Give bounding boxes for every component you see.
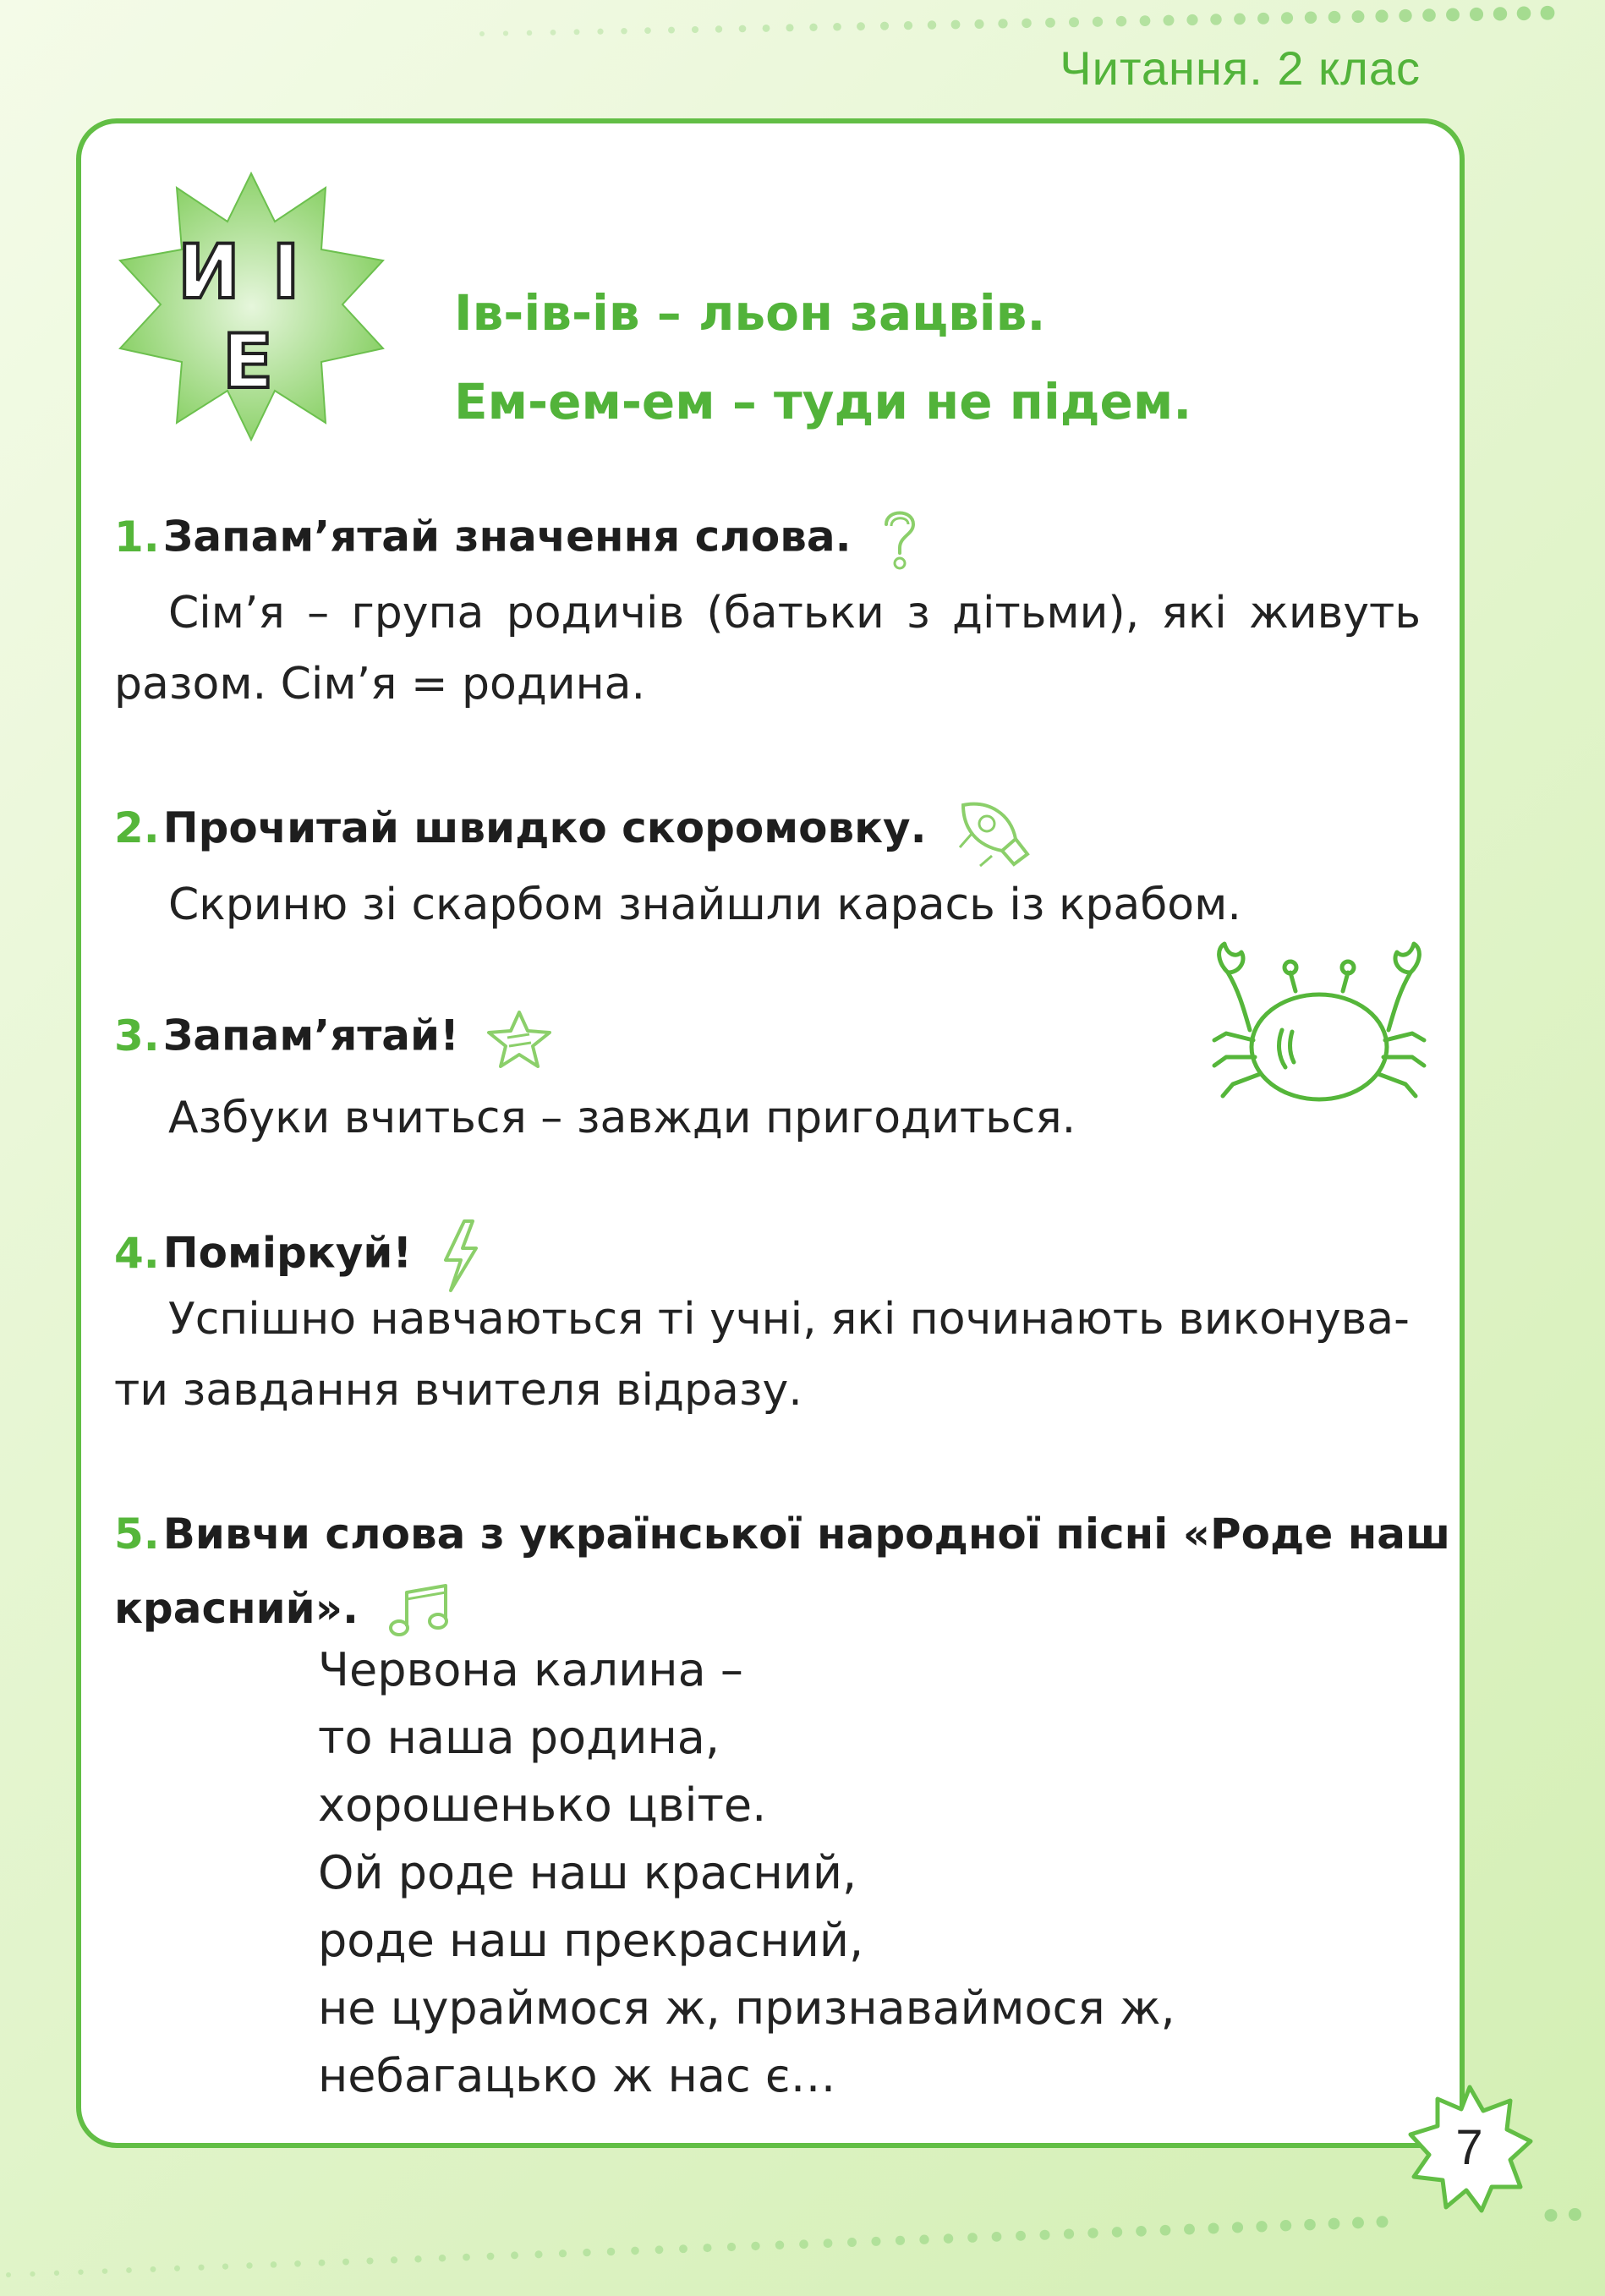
task-4-title xyxy=(114,1218,481,1294)
task-5-heading-line-1: Вивчи слова з української народної пісні «Роде наш xyxy=(162,1510,1451,1559)
crab-icon xyxy=(1209,939,1429,1116)
task-3-heading: Запам’ятай! xyxy=(162,1011,459,1060)
task-2-heading: Прочитай швидко скоромовку. xyxy=(162,803,927,852)
poem-line-1: Червона калина – xyxy=(318,1643,743,1696)
badge-letter-1: И xyxy=(178,228,240,315)
poem-line-3: хорошенько цвіте. xyxy=(318,1778,767,1832)
poem-line-7: небагацько ж нас є… xyxy=(318,2049,836,2102)
poem-line-5: роде наш прекрасний, xyxy=(318,1914,864,1967)
star-icon xyxy=(485,1009,553,1068)
tongue-twister-line-1: Ів-ів-ів – льон зацвів. xyxy=(454,284,1046,342)
page-number: 7 xyxy=(1455,2120,1483,2175)
task-4-text xyxy=(114,1284,1410,1426)
music-note-icon xyxy=(386,1582,454,1641)
poem-line-2: то наша родина, xyxy=(318,1711,720,1764)
dot-border-top xyxy=(474,0,1605,68)
task-4-number: 4. xyxy=(114,1228,160,1278)
rocket-icon xyxy=(955,795,1035,867)
task-4-heading: Поміркуй! xyxy=(162,1228,413,1278)
task-3-number: 3. xyxy=(114,1011,160,1060)
task-5-number: 5. xyxy=(114,1510,160,1559)
task-1-heading: Запам’ятай значення слова. xyxy=(162,512,852,562)
badge-letter-2: І xyxy=(271,228,300,315)
song-lyrics xyxy=(318,1636,1175,2110)
tongue-twister xyxy=(454,269,1191,447)
task-5-title xyxy=(114,1497,1450,1646)
poem-line-4: Ой роде наш красний, xyxy=(318,1846,857,1899)
letters-star-badge xyxy=(114,169,389,444)
task-2-number: 2. xyxy=(114,803,160,852)
task-1-number: 1. xyxy=(114,512,160,562)
task-4-text-line-1: Успішно навчаються ті учні, які починають виконува- xyxy=(168,1294,1410,1345)
lightning-icon xyxy=(439,1218,481,1294)
tongue-twister-line-2: Ем-ем-ем – туди не підем. xyxy=(454,373,1192,430)
task-3-text: Азбуки вчиться – завжди пригодиться. xyxy=(168,1093,1076,1143)
task-4-text-line-2: ти завдання вчителя відразу. xyxy=(114,1365,802,1416)
task-3-title xyxy=(114,1009,553,1068)
task-5-heading-line-2: красний». xyxy=(114,1584,359,1633)
task-2-title xyxy=(114,795,1035,867)
task-2-text: Скриню зі скарбом знайшли карась із крабом. xyxy=(168,879,1241,930)
dot-border-bottom xyxy=(0,2165,1605,2296)
question-icon xyxy=(878,506,920,573)
task-1-title xyxy=(114,506,920,573)
poem-line-6: не цураймося ж, признаваймося ж, xyxy=(318,1981,1175,2035)
badge-letter-3: Е xyxy=(222,318,274,405)
task-1-text: Сім’я – група родичів (батьки з дітьми), які живуть разом. Сім’я = родина. xyxy=(114,588,1421,710)
page-header: Читання. 2 клас xyxy=(1060,41,1421,95)
